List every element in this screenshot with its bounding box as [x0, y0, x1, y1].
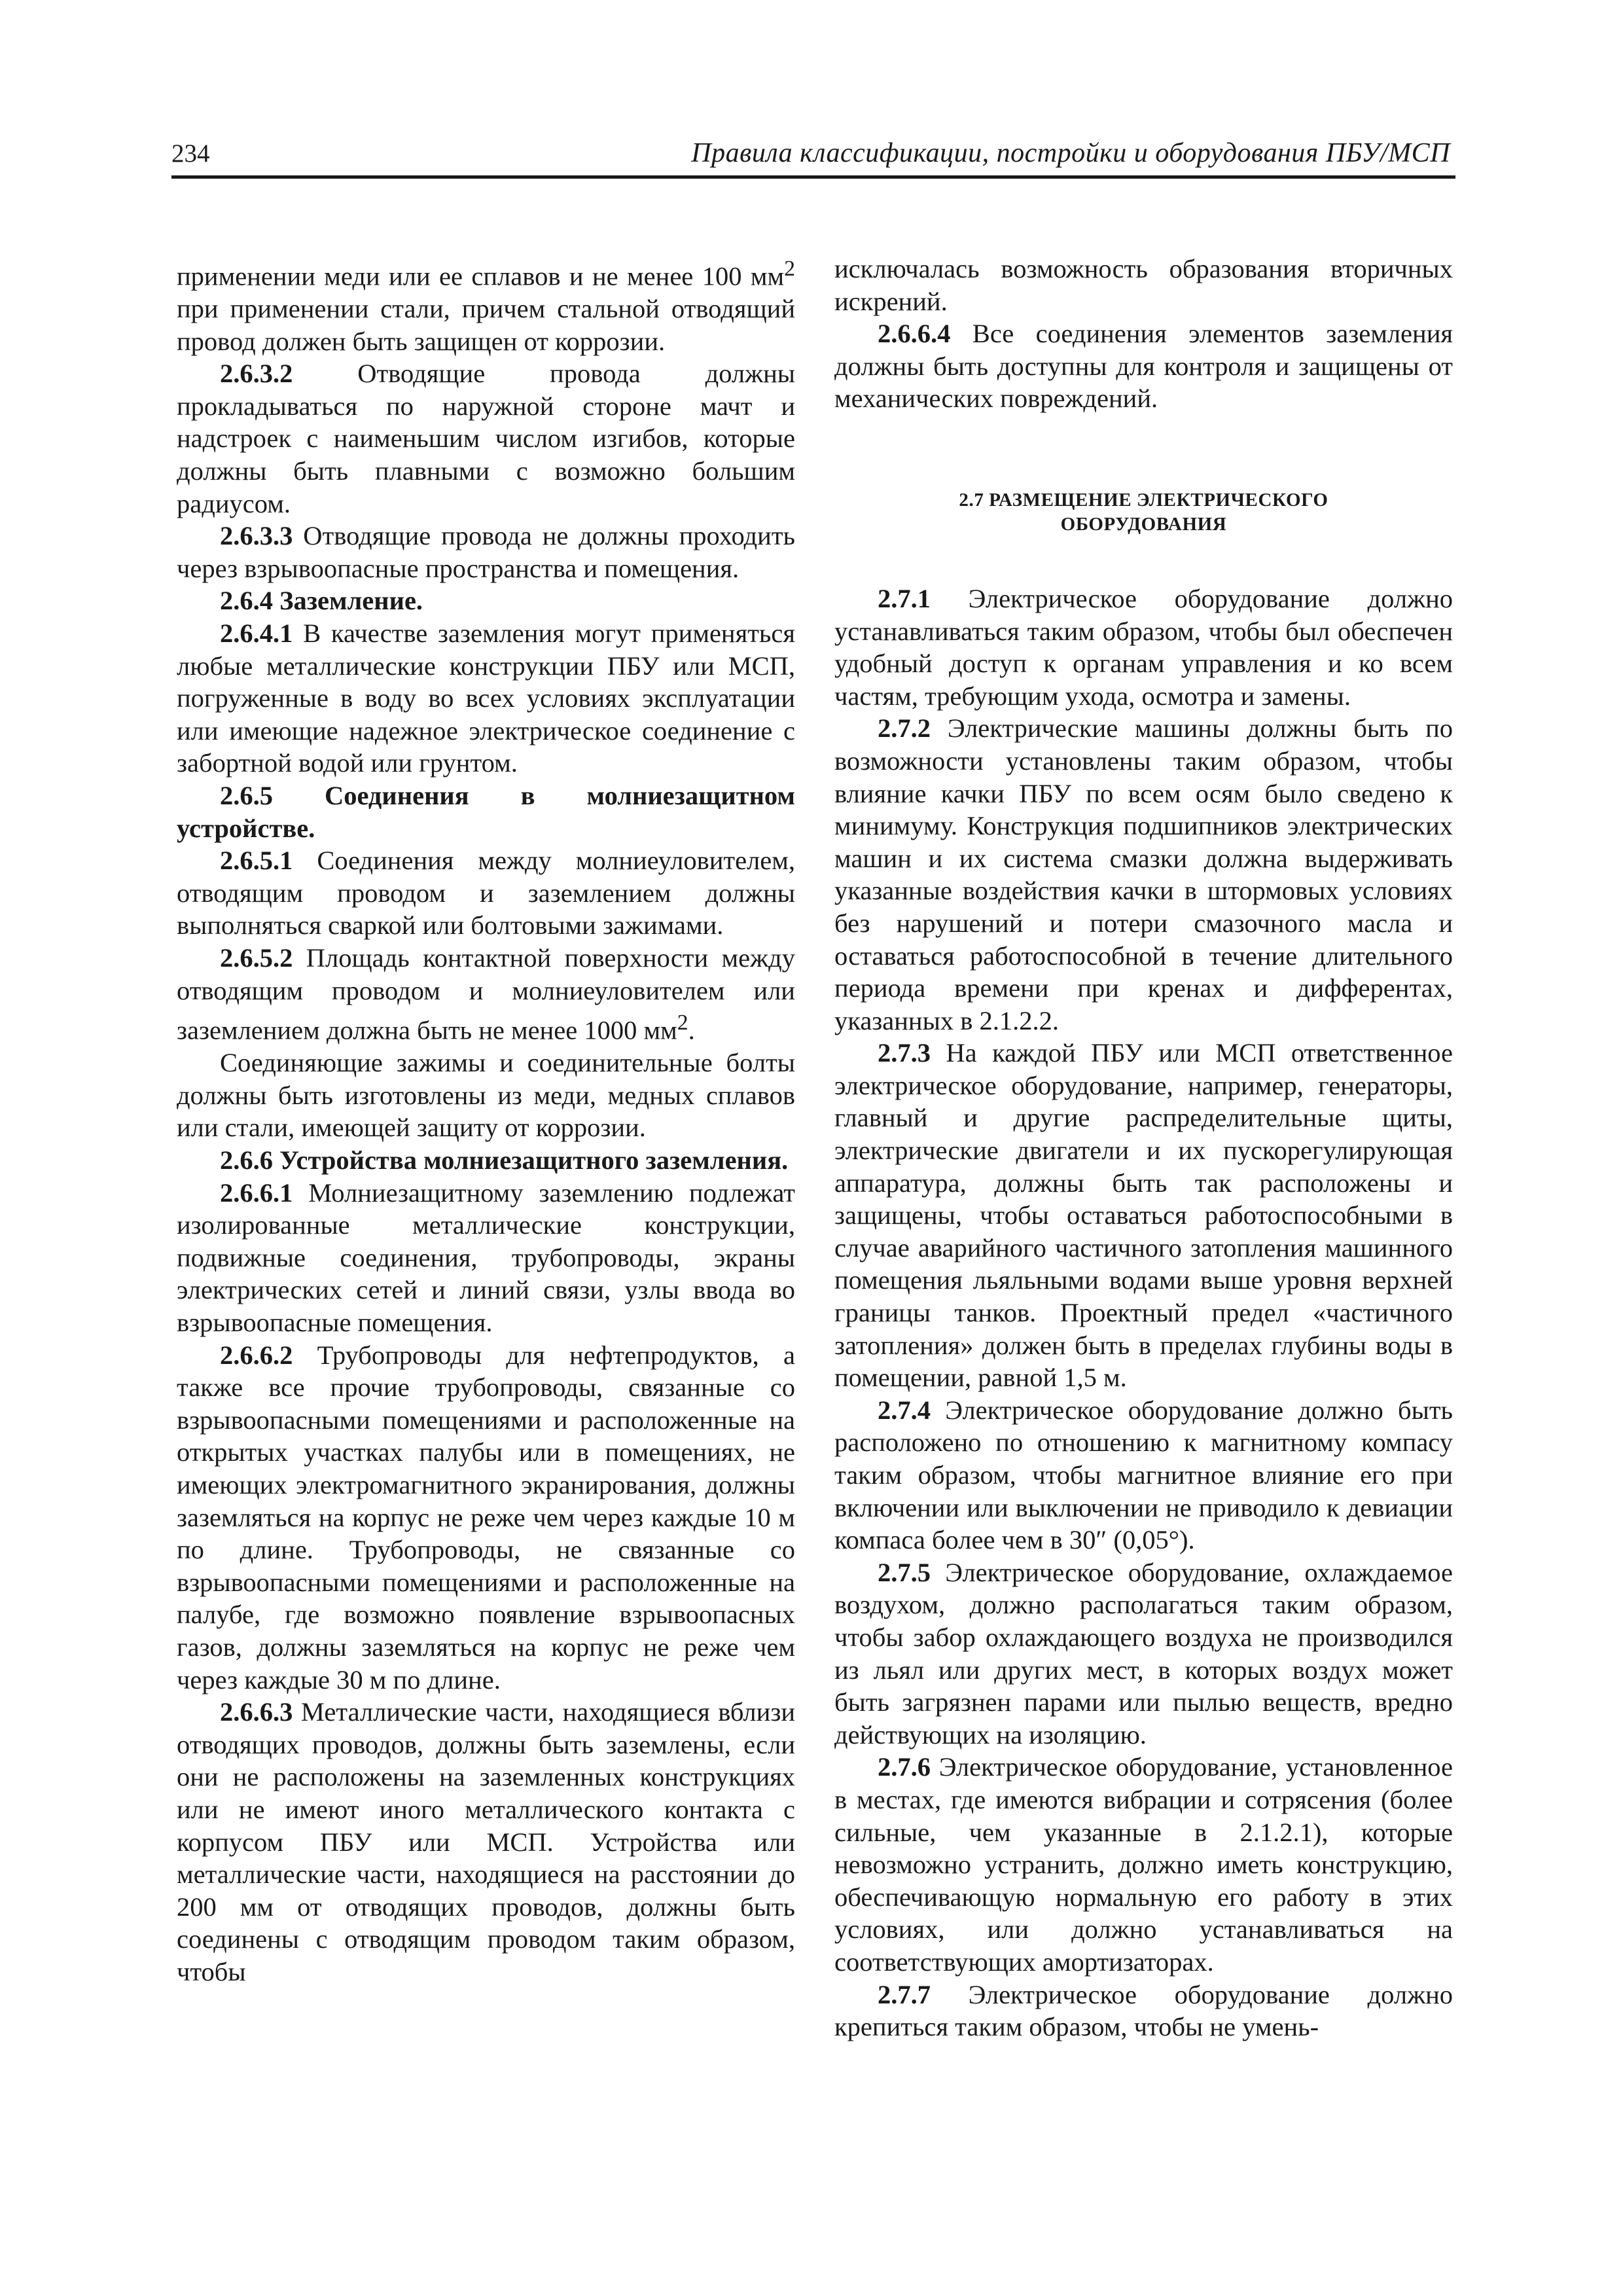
paragraph-2-6-5-1: 2.6.5.1 Соединения между молниеуловителем, отводящим проводом и заземлением должны выполняться сваркой или болтовыми зажимами.	[177, 846, 795, 941]
header-rule	[171, 175, 1455, 179]
paragraph-2-7-1: 2.7.1 Электрическое оборудование должно устанавливаться таким образом, чтобы был обеспечен удобный доступ к органам управления и ко всем частям, требующим ухода, осмотра и замены.	[834, 583, 1453, 711]
paragraph-2-7-2: 2.7.2 Электрические машины должны быть по возможности установлены таким образом, чтобы влияние качки ПБУ по всем осям было сведено к минимуму. Конструкция подшипников электрических машин и их система смазки должна выдерживать указанные воздействия качки в штормовых условиях без нарушений и потери смазочного масла и оставаться работоспособной в течение длительного периода времени при кренах и дифферентах, указанных в 2.1.2.2.	[834, 713, 1453, 1035]
paragraph-2-7-6: 2.7.6 Электрическое оборудование, установленное в местах, где имеются вибрации и сотрясения (более сильные, чем указанные в 2.1.2.1), которые невозможно устранить, должно иметь конструкцию, обеспечивающую нормальную его работу в этих условиях, или должно устанавливаться на соответствующих амортизаторах.	[834, 1752, 1453, 1977]
paragraph-2-6-6-3: 2.6.6.3 Металлические части, находящиеся вблизи отводящих проводов, должны быть заземлены, если они не расположены на заземленных конструкциях или не имеют иного металлического контакта с корпусом ПБУ или МСП. Устройства или металлические части, находящиеся на расстоянии до 200 мм от отводящих проводов, должны быть соединены с отводящим проводом таким образом, чтобы	[177, 1697, 795, 1986]
paragraph-2-6-3-3: 2.6.3.3 Отводящие провода не должны проходить через взрывоопасные пространства и помещения.	[177, 521, 795, 583]
right-column	[834, 253, 1453, 2043]
paragraph-2-6-5-2: 2.6.5.2 Площадь контактной поверхности между отводящим проводом и молниеуловителем или заземлением должна быть не менее 1000 $мм^2$.	[177, 942, 795, 1045]
paragraph-2-6-3-2: 2.6.3.2 Отводящие провода должны прокладываться по наружной стороне мачт и надстроек с наименьшим числом изгибов, которые должны быть плавными с возможно большим радиусом.	[177, 359, 795, 518]
paragraph-2-6-4-1: 2.6.4.1 В качестве заземления могут применяться любые металлические конструкции ПБУ или МСП, погруженные в воду во всех условиях эксплуатации или имеющие надежное электрическое соединение с забортной водой или грунтом.	[177, 619, 795, 778]
subheading-2-6-4: 2.6.4 Заземление.	[220, 586, 423, 616]
paragraph-2-7-7: 2.7.7 Электрическое оборудование должно крепиться таким образом, чтобы не умень-	[834, 1979, 1453, 2042]
paragraph: применении меди или ее сплавов и не менее 100 $мм^2$ при применении стали, причем стальной отводящий провод должен быть защищен от коррозии.	[177, 257, 795, 356]
paragraph-2-7-5: 2.7.5 Электрическое оборудование, охлаждаемое воздухом, должно располагаться таким образом, чтобы забор охлаждающего воздуха не производился из льял или других мест, в которых воздух может быть загрязнен парами или пылью веществ, вредно действующих на изоляцию.	[834, 1557, 1453, 1749]
page-number: 234	[171, 139, 210, 168]
paragraph-2-6-6-1: 2.6.6.1 Молниезащитному заземлению подлежат изолированные металлические конструкции, подвижные соединения, трубопроводы, экраны электрических сетей и линий связи, узлы ввода во взрывоопасные помещения.	[177, 1177, 795, 1337]
running-head: Правила классификации, постройки и оборудования ПБУ/МСП	[691, 138, 1450, 168]
paragraph-2-6-6-2: 2.6.6.2 Трубопроводы для нефтепродуктов, а также все прочие трубопроводы, связанные со взрывоопасными помещениями и расположенные на открытых участках палубы или в помещениях, не имеющих электромагнитного экранирования, должны заземляться на корпус не реже чем через каждые 10 м по длине. Трубопроводы, не связанные со взрывоопасными помещениями и расположенные на палубе, где возможно появление взрывоопасных газов, должны заземляться на корпус не реже чем через каждые 30 м по длине.	[177, 1340, 795, 1695]
subheading-2-6-6: 2.6.6 Устройства молниезащитного заземления.	[220, 1145, 789, 1175]
paragraph-2-7-4: 2.7.4 Электрическое оборудование должно быть расположено по отношению к магнитному компасу таким образом, чтобы магнитное влияние его при включении или выключении не приводило к девиации компаса более чем в 30″ (0,05°).	[834, 1395, 1453, 1555]
paragraph-clamps: Соединяющие зажимы и соединительные болты должны быть изготовлены из меди, медных сплавов или стали, имеющей защиту от коррозии.	[177, 1048, 795, 1143]
paragraph-2-7-3: 2.7.3 На каждой ПБУ или МСП ответственное электрическое оборудование, например, генераторы, главный и другие распределительные щиты, электрические двигатели и их пускорегулирующая аппаратура, должны быть так расположены и защищены, чтобы оставаться работоспособными в случае аварийного частичного затопления машинного помещения льяльными водами выше уровня верхней границы танков. Проектный предел «частичного затопления» должен быть в пределах глубины воды в помещении, равной 1,5 м.	[834, 1038, 1453, 1393]
paragraph-continued: исключалась возможность образования вторичных искрений.	[834, 254, 1453, 316]
left-column	[177, 253, 795, 1988]
section-heading-2-7: 2.7 РАЗМЕЩЕНИЕ ЭЛЕКТРИЧЕСКОГО ОБОРУДОВАНИЯ	[959, 489, 1329, 535]
paragraph-2-6-6-4: 2.6.6.4 Все соединения элементов заземления должны быть доступны для контроля и защищены от механических повреждений.	[834, 319, 1453, 414]
subheading-2-6-5: 2.6.5 Соединения в молниезащитном устройстве.	[177, 781, 795, 843]
